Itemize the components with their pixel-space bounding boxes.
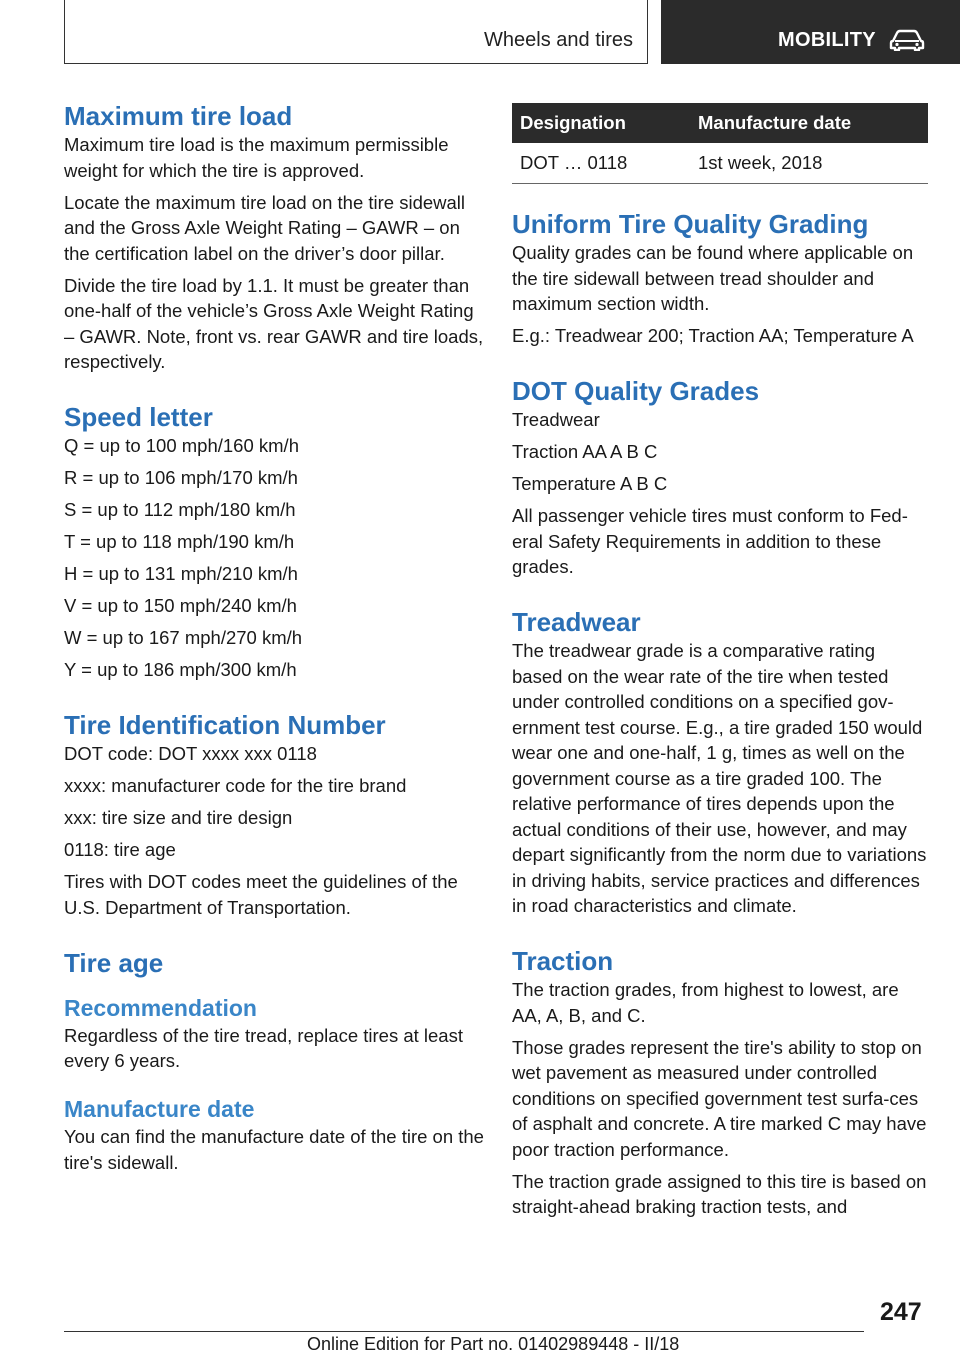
tin-line: 0118: tire age xyxy=(64,839,176,860)
speed-line: W = up to 167 mph/270 km/h xyxy=(64,627,303,648)
speed-line: H = up to 131 mph/210 km/h xyxy=(64,563,298,584)
left-column xyxy=(64,100,484,1182)
right-column xyxy=(512,103,930,1226)
tin-line: Tires with DOT codes meet the guidelines of the U.S. Department of Transportation. xyxy=(64,871,458,918)
car-icon xyxy=(889,29,925,51)
utqg-p2: E.g.: Treadwear 200; Traction AA; Temperature A xyxy=(512,325,914,346)
dot-grades-title: DOT Quality Grades xyxy=(512,376,760,406)
speed-line: S = up to 112 mph/180 km/h xyxy=(64,499,296,520)
dot-grade-line: Temperature A B C xyxy=(512,473,668,494)
speed-letter-title: Speed letter xyxy=(64,402,213,432)
recommendation-title: Recommendation xyxy=(64,994,257,1021)
header-section-box xyxy=(64,0,648,64)
max-load-p2: Locate the maximum tire load on the tire sidewall and the Gross Axle Weight Rating – GAWR – on the certification label on the driver’s door pillar. xyxy=(64,191,466,264)
manufacture-date-title: Manufacture date xyxy=(64,1096,255,1122)
table-cell: DOT … 0118 xyxy=(512,143,690,184)
table-header-cell: Manufacture date xyxy=(690,103,928,143)
max-load-p1: Maximum tire load is the maximum permissible weight for which the tire is approved. xyxy=(64,134,449,181)
dot-grades-text: All passenger vehicle tires must conform to Fed‐eral Safety Requirements in addition to these grades. xyxy=(512,505,908,577)
footer-edition: Online Edition for Part no. 01402989448 - II/18 xyxy=(307,1334,680,1354)
traction-p3: The traction grade assigned to this tire is based on straight-ahead braking traction tests, and xyxy=(512,1170,927,1217)
traction-p1: The traction grades, from highest to lowest, are AA, A, B, and C. xyxy=(512,979,899,1026)
tin-line: xxxx: manufacturer code for the tire brand xyxy=(64,775,407,796)
recommendation-text: Regardless of the tire tread, replace tires at least every 6 years. xyxy=(64,1024,463,1071)
speed-line: Y = up to 186 mph/300 km/h xyxy=(64,659,297,680)
utqg-title: Uniform Tire Quality Grading xyxy=(512,209,869,239)
tin-title: Tire Identification Number xyxy=(64,710,386,740)
tin-line: xxx: tire size and tire design xyxy=(64,807,293,828)
traction-p2: Those grades represent the tire's ability to stop on wet pavement as measured under controlled conditions on specified government test surfa‐ces of asphalt and concrete. A tire marked C may have poor traction performance. xyxy=(512,1036,927,1160)
tin-line: DOT code: DOT xxxx xxx 0118 xyxy=(64,743,317,764)
speed-line: R = up to 106 mph/170 km/h xyxy=(64,467,298,488)
speed-line: Q = up to 100 mph/160 km/h xyxy=(64,435,299,456)
table-header-row xyxy=(512,103,928,143)
manufacture-date-table xyxy=(512,103,928,184)
dot-grade-line: Treadwear xyxy=(512,409,600,430)
traction-title: Traction xyxy=(512,946,614,976)
utqg-p1: Quality grades can be found where applicable on the tire sidewall between tread shoulder and maximum section width. xyxy=(512,242,914,314)
table-header-cell: Designation xyxy=(512,103,690,143)
manufacture-date-text: You can find the manufacture date of the tire on the tire's sidewall. xyxy=(64,1126,484,1173)
header-chapter-title: MOBILITY xyxy=(778,29,876,51)
max-load-title: Maximum tire load xyxy=(64,101,293,131)
speed-line: V = up to 150 mph/240 km/h xyxy=(64,595,297,616)
speed-line: T = up to 118 mph/190 km/h xyxy=(64,531,295,552)
dot-grade-line: Traction AA A B C xyxy=(512,441,658,462)
treadwear-title: Treadwear xyxy=(512,607,641,637)
header-section-title: Wheels and tires xyxy=(484,29,633,51)
table-cell: 1st week, 2018 xyxy=(690,143,928,184)
header-chapter-box xyxy=(661,0,960,64)
max-load-p3: Divide the tire load by 1.1. It must be greater than one-half of the vehicle’s Gross Axle Weight Rating – GAWR. Note, front vs. rear GAWR and tire loads, respectively. xyxy=(64,274,484,372)
treadwear-text: The treadwear grade is a comparative rating based on the wear rate of the tire when tested under controlled conditions on a specified gov‐ernment test course. E.g., a tire graded 150 would wear one and one-half, 1 g, times as well on the government course as a tire graded 100. The relative performance of tires depends upon the actual conditions of their use, however, and may depart significantly from the norm due to variations in driving habits, service practices and differences in road characteristics and climate. xyxy=(512,640,927,916)
table-row xyxy=(512,143,928,184)
tire-age-title: Tire age xyxy=(64,947,164,978)
page-number: 247 xyxy=(880,1298,922,1326)
footer-divider xyxy=(64,1331,864,1332)
